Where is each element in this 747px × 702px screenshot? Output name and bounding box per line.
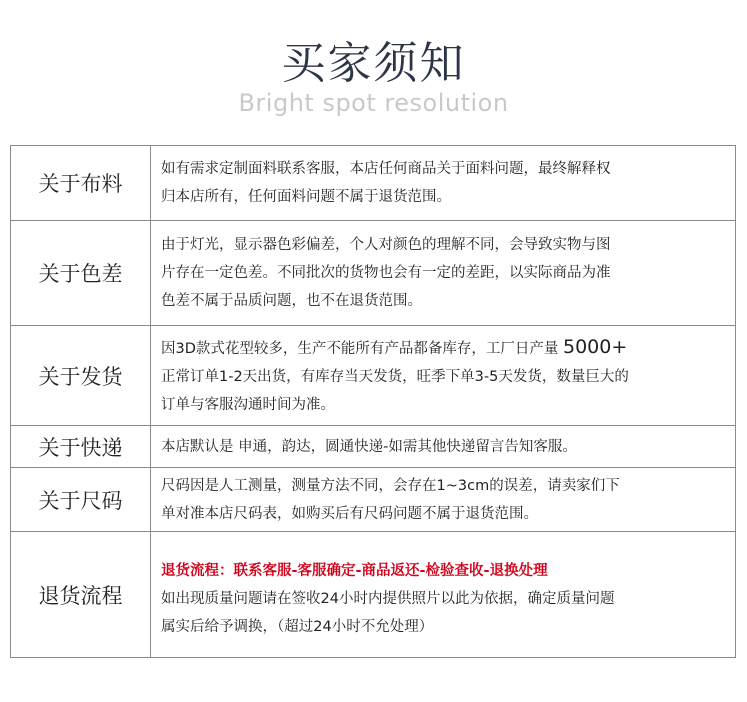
row-content-return [151,532,736,658]
content-line: 片存在一定色差。不同批次的货物也会有一定的差距，以实际商品为准 [161,265,611,281]
content-line: 属实后给予调换，（超过24小时不允处理） [161,618,434,635]
notice-table [10,145,736,658]
row-label-shipping: 关于发货 [11,326,151,426]
content-line: 归本店所有，任何面料问题不属于退货范围。 [161,189,451,205]
table-row-fabric [11,146,736,221]
row-content-courier [151,426,736,468]
daily-output-number: 5000+ [563,335,628,358]
content-line: 尺码因是人工测量，测量方法不同，会存在1~3cm的误差，请卖家们下 [161,477,620,494]
table-row-courier [11,426,736,468]
table-row-size [11,468,736,532]
row-label-return: 退货流程 [11,532,151,658]
row-content-color [151,221,736,326]
content-line: 本店默认是 申通，韵达，圆通快递-如需其他快递留言告知客服。 [161,438,577,455]
page-subtitle: Bright spot resolution [238,89,509,117]
row-label-size: 关于尺码 [11,468,151,532]
page-title: 买家须知 [281,38,466,89]
content-line: 单对准本店尺码表，如购买后有尺码问题不属于退货范围。 [161,505,538,522]
content-line-prefix: 因3D款式花型较多，生产不能所有产品都备库存，工厂日产量 [161,340,559,357]
table-row-color [11,221,736,326]
return-process-highlight: 退货流程：联系客服-客服确定-商品返还-检验查收-退换处理 [161,562,548,579]
content-line: 如有需求定制面料联系客服，本店任何商品关于面料问题，最终解释权 [161,161,611,177]
content-line: 如出现质量问题请在签收24小时内提供照片以此为依据，确定质量问题 [161,590,615,607]
table-row-shipping [11,326,736,426]
content-line: 色差不属于品质问题，也不在退货范围。 [161,293,422,309]
row-content-shipping [151,326,736,426]
content-line: 订单与客服沟通时间为准。 [161,396,335,413]
table-row-return [11,532,736,658]
row-content-fabric [151,146,736,221]
row-content-size [151,468,736,532]
content-line: 正常订单1-2天出货，有库存当天发货，旺季下单3-5天发货，数量巨大的 [161,368,629,385]
row-label-color: 关于色差 [11,221,151,326]
row-label-courier: 关于快递 [11,426,151,468]
content-line [161,333,729,363]
content-line: 由于灯光，显示器色彩偏差，个人对颜色的理解不同，会导致实物与图 [161,237,611,253]
row-label-fabric: 关于布料 [11,146,151,221]
